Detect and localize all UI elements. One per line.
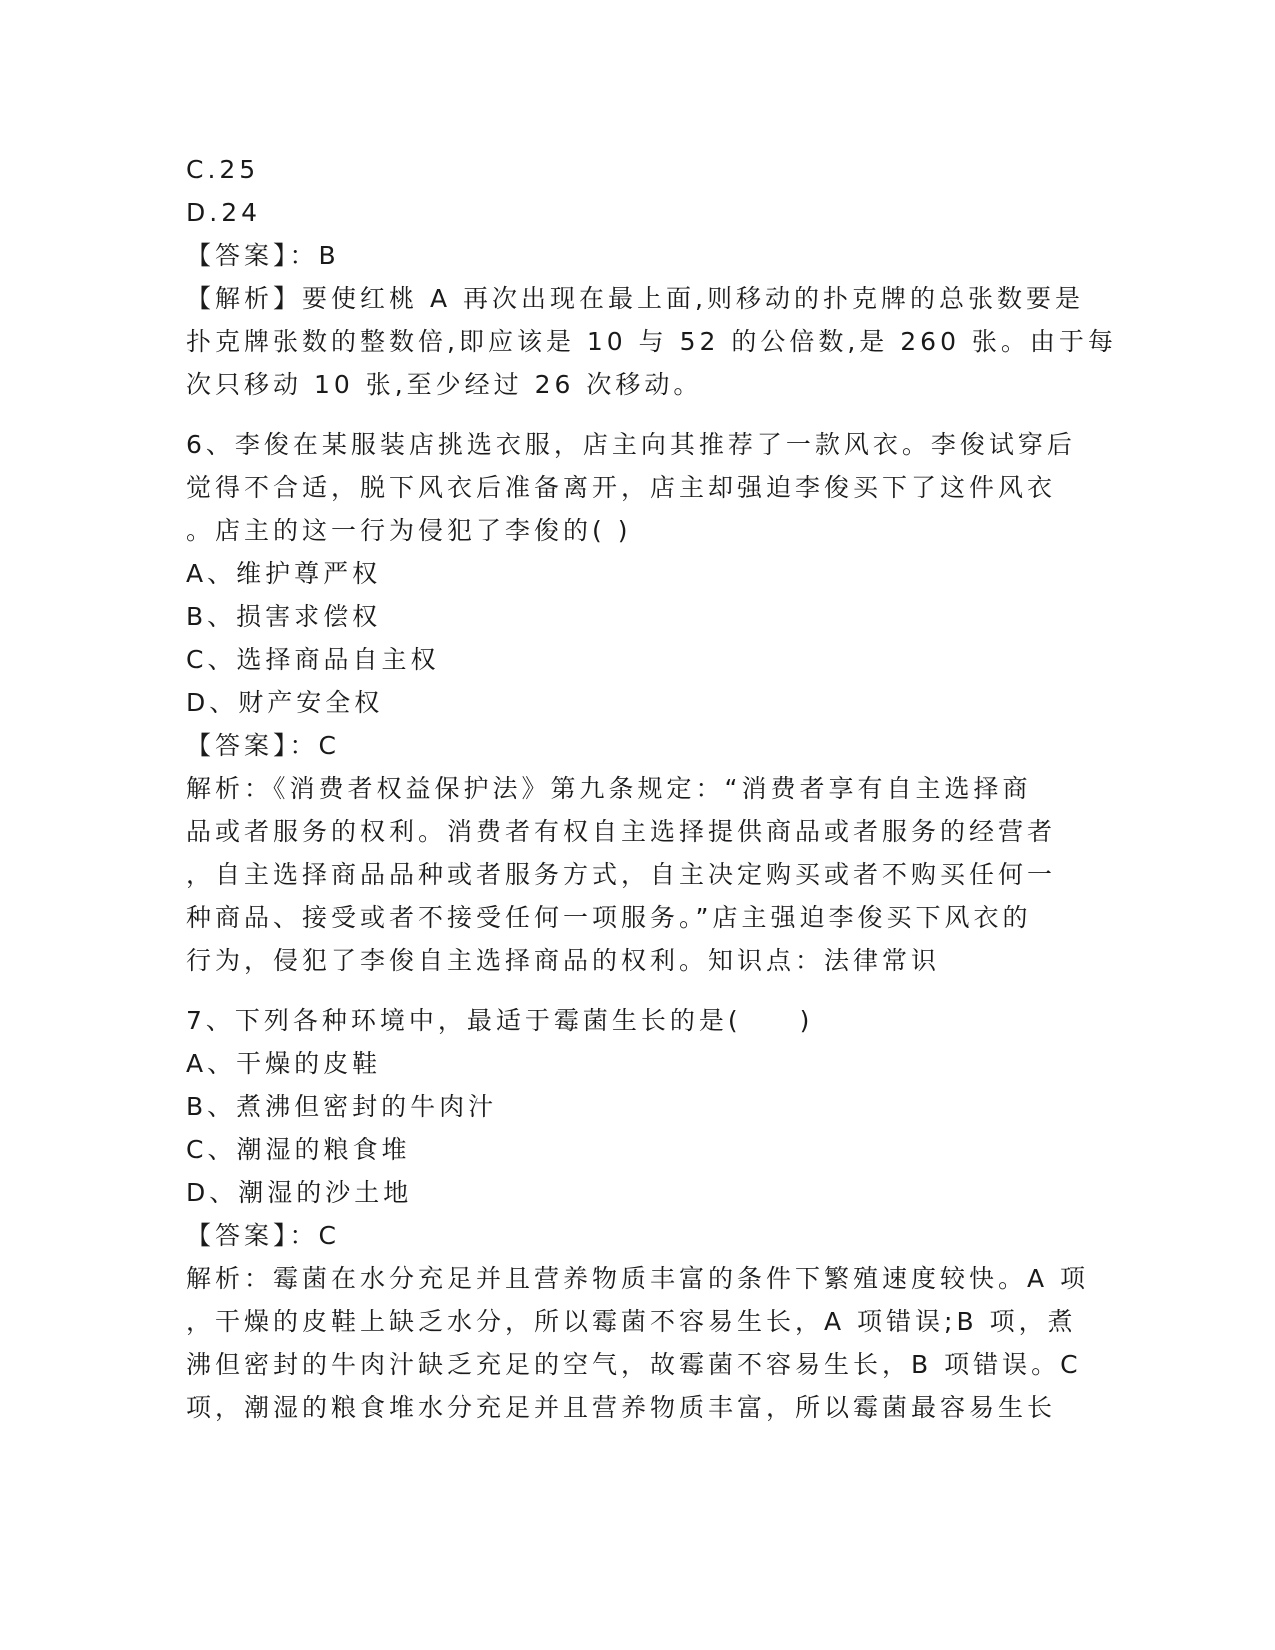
question-stem: 觉得不合适，脱下风衣后准备离开，店主却强迫李俊买下了这件风衣 xyxy=(186,473,1057,502)
document-page xyxy=(186,148,1117,1429)
analysis-line: ，干燥的皮鞋上缺乏水分，所以霉菌不容易生长，A 项错误;B 项，煮 xyxy=(186,1307,1077,1336)
answer: 【答案】：C xyxy=(186,731,340,760)
answer: 【答案】：C xyxy=(186,1221,340,1250)
analysis-line: ，自主选择商品品种或者服务方式，自主决定购买或者不购买任何一 xyxy=(186,860,1057,889)
option-c: C.25 xyxy=(186,155,260,184)
question-stem: 7、下列各种环境中，最适于霉菌生长的是( ) xyxy=(186,1006,814,1035)
analysis-line: 项，潮湿的粮食堆水分充足并且营养物质丰富，所以霉菌最容易生长 xyxy=(186,1393,1057,1422)
option-d: D.24 xyxy=(186,198,262,227)
analysis-line: 解析：《消费者权益保护法》第九条规定：“消费者享有自主选择商 xyxy=(186,774,1032,803)
analysis-line: 沸但密封的牛肉汁缺乏充足的空气，故霉菌不容易生长，B 项错误。C xyxy=(186,1350,1082,1379)
question-stem: 6、李俊在某服装店挑选衣服，店主向其推荐了一款风衣。李俊试穿后 xyxy=(186,430,1076,459)
analysis-line: 种商品、接受或者不接受任何一项服务。”店主强迫李俊买下风衣的 xyxy=(186,903,1032,932)
option-c: C、潮湿的粮食堆 xyxy=(186,1135,411,1164)
option-a: A、干燥的皮鞋 xyxy=(186,1049,382,1078)
question-6 xyxy=(186,423,1086,982)
question-7 xyxy=(186,999,1090,1429)
analysis-line: 品或者服务的权利。消费者有权自主选择提供商品或者服务的经营者 xyxy=(186,817,1057,846)
option-d: D、潮湿的沙土地 xyxy=(186,1178,413,1207)
analysis-line: 【解析】要使红桃 A 再次出现在最上面,则移动的扑克牌的总张数要是 xyxy=(186,284,1084,313)
option-b: B、损害求偿权 xyxy=(186,602,382,631)
prev-question xyxy=(186,148,1117,406)
analysis-line: 解析：霉菌在水分充足并且营养物质丰富的条件下繁殖速度较快。A 项 xyxy=(186,1264,1090,1293)
option-a: A、维护尊严权 xyxy=(186,559,382,588)
analysis-line: 次只移动 10 张,至少经过 26 次移动。 xyxy=(186,370,703,399)
answer: 【答案】：B xyxy=(186,241,340,270)
option-d: D、财产安全权 xyxy=(186,688,384,717)
analysis-line: 扑克牌张数的整数倍,即应该是 10 与 52 的公倍数,是 260 张。由于每 xyxy=(186,327,1117,356)
question-stem: 。店主的这一行为侵犯了李俊的( ) xyxy=(186,516,632,545)
option-b: B、煮沸但密封的牛肉汁 xyxy=(186,1092,498,1121)
analysis-line: 行为，侵犯了李俊自主选择商品的权利。知识点：法律常识 xyxy=(186,946,941,975)
option-c: C、选择商品自主权 xyxy=(186,645,440,674)
